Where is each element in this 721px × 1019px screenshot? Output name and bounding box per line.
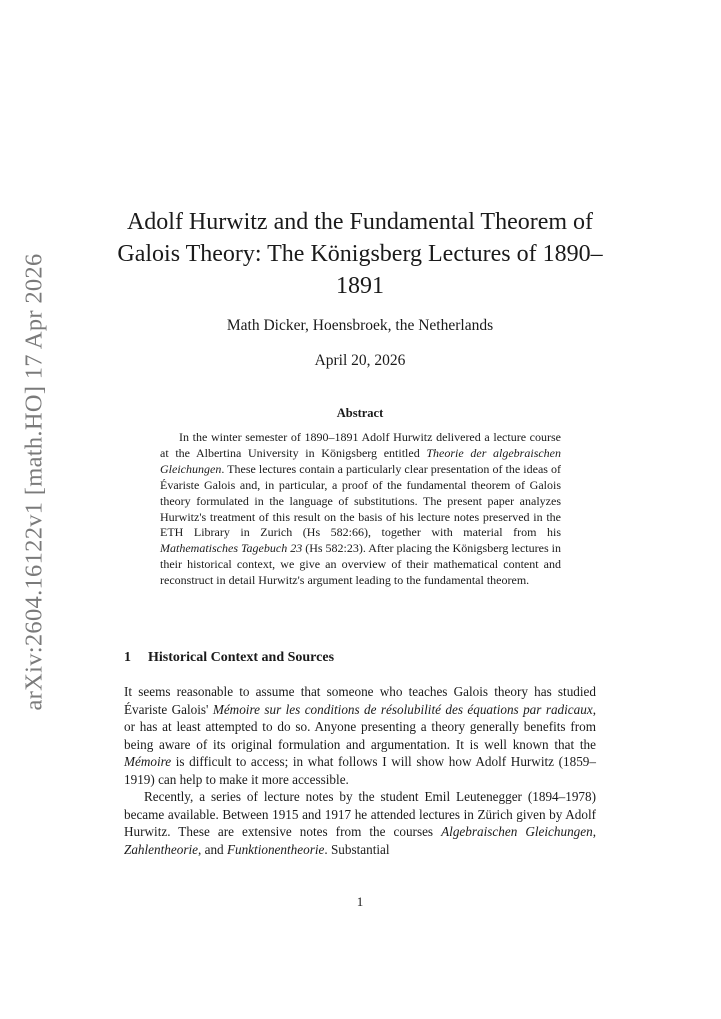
body-text: [124, 683, 596, 858]
abstract-text-part: (Hs 582:23). After placing the Königsberg lectures in their historical context, we give an overview of their mathematical content and reconstruct in detail Hurwitz's argument leading to the fundamental theorem.: [160, 541, 561, 588]
abstract-course-title: Theorie der algebraischen Gleichungen: [160, 445, 562, 476]
paragraph-text: is difficult to access; in what follows I will show how Adolf Hurwitz (1859–1919) can help to make it more accessible.: [124, 754, 596, 787]
paragraph: [124, 683, 596, 788]
paragraph-text: Recently, a series of lecture notes by the student Emil Leutenegger (1894–1978) became available. Between 1915 and 1917 he attended lectures in Zürich given by Adolf Hurwitz. These are extensive notes from the courses: [124, 789, 596, 839]
paper-title: Adolf Hurwitz and the Fundamental Theorem of Galois Theory: The Königsberg Lectures of 1890–1891: [117, 209, 603, 299]
arxiv-identifier: arXiv:2604.16122v1 [math.HO] 17 Apr 2026: [21, 253, 48, 711]
paragraph-text: . Substantial: [324, 841, 390, 857]
section-title: Historical Context and Sources: [148, 650, 335, 665]
course-title: Funktionentheorie: [226, 841, 325, 857]
paper-date: April 20, 2026: [314, 352, 406, 369]
abstract-text-part: In the winter semester of 1890–1891 Adolf Hurwitz delivered a lecture course at the Albertina University in Königsberg entitled: [160, 430, 561, 460]
section-heading: [124, 650, 604, 666]
abstract-diary-title: Mathematisches Tagebuch 23: [160, 541, 303, 556]
paragraph-text: ,: [592, 824, 597, 839]
arxiv-stamp: [7, 253, 63, 711]
abstract-heading: Abstract: [336, 406, 384, 420]
paper-author: Math Dicker, Hoensbroek, the Netherlands: [226, 317, 494, 334]
section-number: 1: [124, 650, 131, 665]
memoire-title: Mémoire sur les conditions de résolubilité des équations par radicaux: [212, 701, 593, 717]
paragraph: [124, 788, 596, 858]
course-title: Zahlentheorie: [124, 841, 198, 857]
memoire-short-title: Mémoire: [124, 754, 172, 769]
page-number: 1: [356, 894, 364, 909]
paragraph-text: , or has at least attempted to do so. Anyone presenting a theory generally benefits from being aware of its original formulation and argumentation. It is well known that the: [124, 701, 596, 752]
paragraph-text: , and: [198, 841, 227, 857]
paragraph-text: It seems reasonable to assume that someone who teaches Galois theory has studied Évariste Galois': [124, 684, 596, 717]
course-title: Algebraischen Gleichungen: [441, 824, 593, 839]
abstract-text: [160, 430, 561, 589]
abstract-text-part: . These lectures contain a particularly clear presentation of the ideas of Évariste Galois and, in particular, a proof of the fundamental theorem of Galois theory formulated in the language of substitutions. The present paper analyzes Hurwitz's treatment of this result on the basis of his lecture notes preserved in the ETH Library in Zurich (Hs 582:66), together with material from his: [160, 461, 561, 540]
